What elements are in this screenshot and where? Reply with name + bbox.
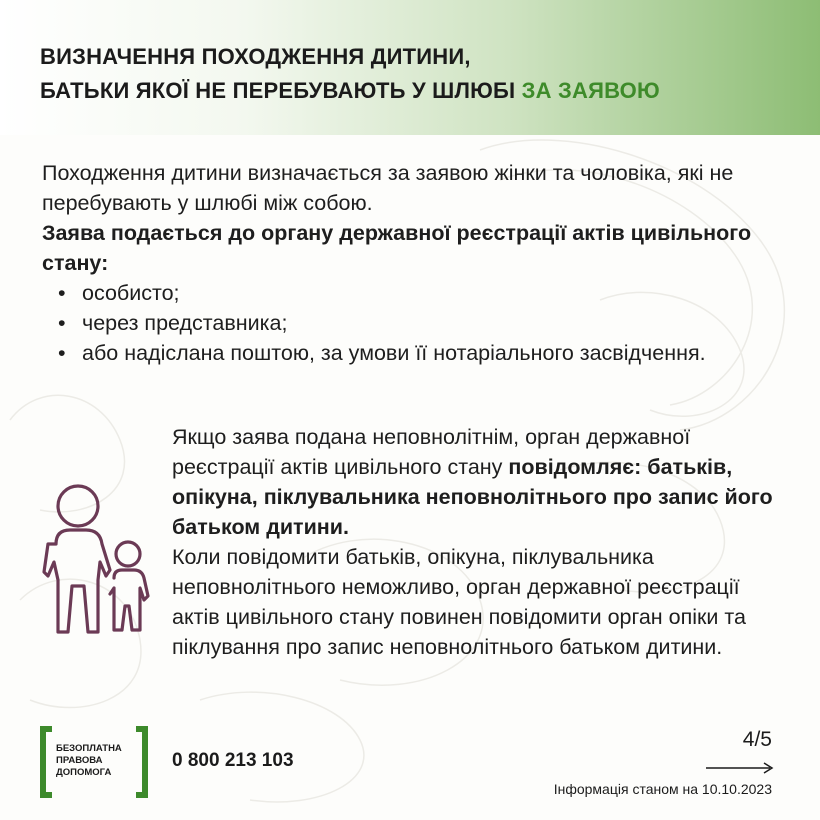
header-banner <box>0 0 820 135</box>
note-bold-text: повідомляє: батьків, опікуна, піклувальника неповнолітнього про запис його батьком дитини. <box>172 455 773 539</box>
intro-paragraph: Походження дитини визначається за заявою жінки та чоловіка, які не перебувають у шлюбі між собою. <box>42 161 734 215</box>
list-item: • або надіслана поштою, за умови її нотаріального засвідчення. <box>42 338 782 368</box>
page-title <box>40 40 660 108</box>
note-text: Якщо заява подана неповнолітнім, орган державної реєстрації актів цивільного стану <box>172 425 691 479</box>
logo-bracket-right <box>136 726 148 798</box>
title-line-1: ВИЗНАЧЕННЯ ПОХОДЖЕННЯ ДИТИНИ, <box>40 44 471 69</box>
note-paragraph-2: Коли повідомити батьків, опікуна, піклувальника неповнолітнього неможливо, орган державної реєстрації актів цивільного стану повинен повідомити орган опіки та піклування про запис неповнолітнього батьком дитини. <box>172 545 746 659</box>
minor-applicant-note <box>172 422 792 662</box>
info-date: Інформація станом на 10.10.2023 <box>553 781 772 797</box>
list-item: • через представника; <box>42 308 782 338</box>
note-paragraph <box>172 422 792 542</box>
submission-statement: Заява подається до органу державної реєстрації актів цивільного стану: <box>42 221 752 275</box>
logo-bracket-left <box>40 726 52 798</box>
arrow-right-icon <box>706 762 774 774</box>
title-accent: ЗА ЗАЯВОЮ <box>521 78 660 103</box>
submission-methods-list <box>42 278 782 368</box>
intro-section <box>42 158 782 368</box>
page-number: 4/5 <box>742 728 772 751</box>
logo-text: БЕЗОПЛАТНА ПРАВОВА ДОПОМОГА <box>56 743 122 778</box>
title-line-2: БАТЬКИ ЯКОЇ НЕ ПЕРЕБУВАЮТЬ У ШЛЮБІ <box>40 78 522 103</box>
legal-aid-logo <box>40 726 148 798</box>
hotline-phone: 0 800 213 103 <box>172 750 294 771</box>
parent-and-child-icon <box>40 484 152 634</box>
list-item: • особисто; <box>42 278 782 308</box>
